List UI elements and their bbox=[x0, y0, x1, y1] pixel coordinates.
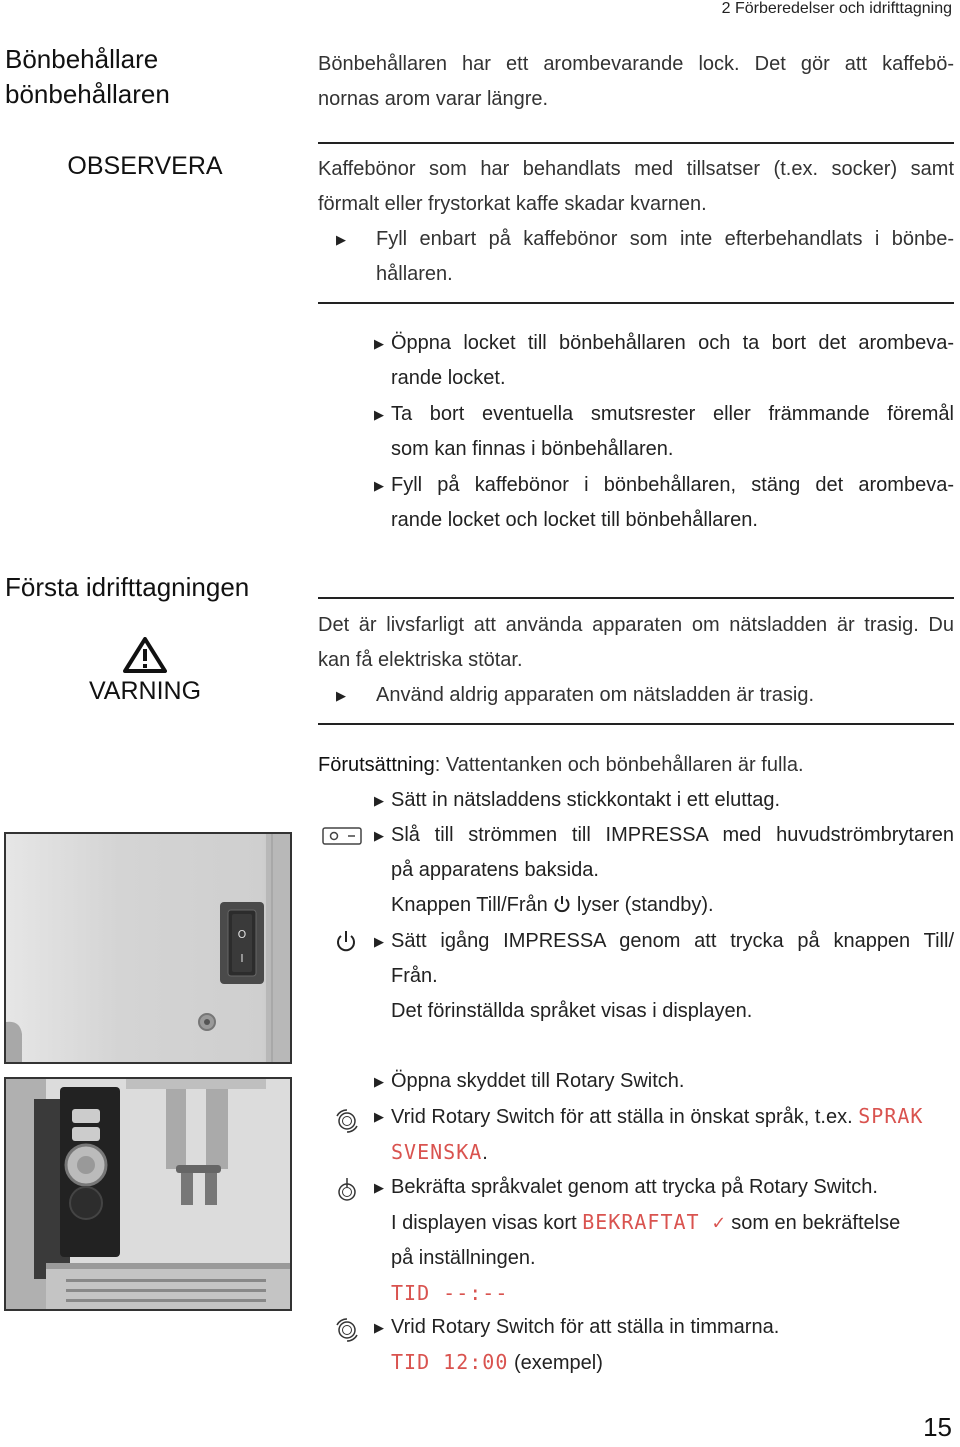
section-heading-bean-container bbox=[5, 42, 170, 112]
step-fill-beans bbox=[374, 468, 954, 538]
step-text: (exempel) bbox=[513, 1352, 603, 1374]
prerequisite-label: Förutsättning bbox=[318, 754, 435, 776]
divider-bottom-observera bbox=[318, 302, 954, 304]
triangle-bullet-icon: ▶ bbox=[336, 688, 346, 703]
varning-paragraph bbox=[318, 608, 954, 713]
step-line: Det förinställda språket visas i displayen. bbox=[391, 1000, 753, 1022]
step-line: Vrid Rotary Switch för att ställa in timmarna. bbox=[391, 1316, 780, 1338]
triangle-bullet-icon: ▶ bbox=[374, 336, 384, 351]
divider-top-varning bbox=[318, 597, 954, 599]
observera-line2: förmalt eller frystorkat kaffe skadar kvarnen. bbox=[318, 193, 707, 215]
triangle-bullet-icon: ▶ bbox=[374, 407, 384, 422]
step-line: på apparatens baksida. bbox=[391, 859, 599, 881]
intro-line1: Bönbehållaren har ett arombevarande lock. Det gör att kaffebö- bbox=[318, 53, 954, 75]
step-line: rande locket och locket till bönbehållaren. bbox=[391, 509, 758, 531]
step-confirm-language bbox=[374, 1170, 954, 1311]
triangle-bullet-icon: ▶ bbox=[374, 1180, 384, 1195]
step-line: Ta bort eventuella smutsrester eller främmande föremål bbox=[391, 403, 954, 425]
step-text: I displayen visas kort bbox=[391, 1212, 577, 1234]
divider-top-observera bbox=[318, 142, 954, 144]
triangle-bullet-icon: ▶ bbox=[374, 1074, 384, 1089]
step-text: Vrid Rotary Switch för att ställa in önskat språk, t.ex. bbox=[391, 1106, 853, 1128]
triangle-bullet-icon: ▶ bbox=[374, 1109, 384, 1124]
step-remove-dirt bbox=[374, 397, 954, 467]
step-text: Knappen Till/Från bbox=[391, 894, 548, 916]
observera-bullet-line2: hållaren. bbox=[376, 263, 453, 285]
step-open-lid bbox=[374, 326, 954, 396]
step-power-on bbox=[374, 924, 954, 1029]
triangle-bullet-icon: ▶ bbox=[374, 934, 384, 949]
machine-front-illustration bbox=[6, 1079, 290, 1309]
step-text: lyser (standby). bbox=[576, 894, 714, 916]
observera-bullet-line1: Fyll enbart på kaffebönor som inte efterbehandlats i bönbe- bbox=[376, 228, 954, 250]
step-line: Slå till strömmen till IMPRESSA med huvudströmbrytaren bbox=[391, 824, 954, 846]
divider-bottom-varning bbox=[318, 723, 954, 725]
machine-back-illustration bbox=[6, 834, 290, 1062]
lcd-text-tid-blank: TID --:-- bbox=[391, 1281, 509, 1305]
lcd-text-tid-example: TID 12:00 bbox=[391, 1350, 509, 1374]
power-icon bbox=[335, 930, 357, 954]
step-line bbox=[374, 1205, 954, 1241]
step-line bbox=[374, 888, 954, 923]
step-line: rande locket. bbox=[391, 367, 506, 389]
step-select-language bbox=[374, 1099, 954, 1171]
intro-line2: nornas arom varar längre. bbox=[318, 88, 549, 110]
varning-label: VARNING bbox=[88, 677, 202, 705]
section-heading-line1: Bönbehållare bbox=[5, 44, 159, 74]
observera-bullet bbox=[318, 222, 954, 292]
section-heading-line2: bönbehållaren bbox=[5, 79, 170, 109]
triangle-bullet-icon: ▶ bbox=[374, 828, 384, 843]
step-plug-in bbox=[374, 783, 954, 818]
switch-label-on: I bbox=[240, 952, 244, 965]
triangle-bullet-icon: ▶ bbox=[374, 793, 384, 808]
rotary-switch-turn-icon bbox=[334, 1317, 360, 1343]
step-text: . bbox=[482, 1142, 488, 1164]
step-line bbox=[374, 1135, 954, 1171]
step-line: som kan finnas i bönbehållaren. bbox=[391, 438, 674, 460]
triangle-bullet-icon: ▶ bbox=[374, 478, 384, 493]
switch-label-off: O bbox=[237, 928, 247, 941]
step-line: på inställningen. bbox=[391, 1247, 536, 1269]
photo-rotary-switch bbox=[4, 1077, 292, 1311]
observera-label: OBSERVERA bbox=[67, 152, 223, 180]
prerequisite bbox=[318, 748, 954, 783]
observera-line1: Kaffebönor som har behandlats med tillsatser (t.ex. socker) samt bbox=[318, 158, 954, 180]
warning-triangle-icon bbox=[123, 637, 167, 673]
varning-bullet bbox=[318, 678, 954, 713]
rotary-switch-turn-icon bbox=[334, 1108, 360, 1134]
varning-line1: Det är livsfarligt att använda apparaten om nätsladden är trasig. Du bbox=[318, 614, 954, 636]
step-set-hours bbox=[374, 1310, 954, 1381]
intro-paragraph bbox=[318, 47, 954, 117]
main-switch-icon bbox=[322, 827, 362, 845]
step-line: Öppna skyddet till Rotary Switch. bbox=[391, 1070, 685, 1092]
photo-main-switch bbox=[4, 832, 292, 1064]
step-line bbox=[374, 1345, 954, 1381]
step-line: Sätt igång IMPRESSA genom att trycka på knappen Till/ bbox=[391, 930, 954, 952]
lcd-text-sprak: SPRAK bbox=[858, 1104, 924, 1128]
varning-bullet-text: Använd aldrig apparaten om nätsladden är trasig. bbox=[376, 684, 815, 706]
section-heading-first-startup: Första idrifttagningen bbox=[5, 572, 250, 602]
step-text: som en bekräftelse bbox=[731, 1212, 901, 1234]
varning-line2: kan få elektriska stötar. bbox=[318, 649, 523, 671]
rotary-switch-press-icon bbox=[334, 1177, 360, 1203]
step-line: Från. bbox=[391, 965, 438, 987]
step-open-cover bbox=[374, 1064, 954, 1099]
step-line: Öppna locket till bönbehållaren och ta bort det arombeva- bbox=[391, 332, 954, 354]
step-line bbox=[374, 1099, 954, 1135]
step-main-switch bbox=[374, 818, 954, 923]
lcd-text-bekraftat: BEKRAFTAT ✓ bbox=[582, 1210, 726, 1234]
lcd-text-svenska: SVENSKA bbox=[391, 1140, 483, 1164]
power-icon bbox=[553, 895, 571, 913]
triangle-bullet-icon: ▶ bbox=[336, 232, 346, 247]
triangle-bullet-icon: ▶ bbox=[374, 1320, 384, 1335]
step-line: Bekräfta språkvalet genom att trycka på Rotary Switch. bbox=[391, 1176, 878, 1198]
observera-paragraph bbox=[318, 152, 954, 292]
prerequisite-text: : Vattentanken och bönbehållaren är fulla. bbox=[434, 754, 804, 776]
page-number: 15 bbox=[923, 1412, 952, 1442]
step-line: Sätt in nätsladdens stickkontakt i ett eluttag. bbox=[391, 789, 781, 811]
chapter-header: 2 Förberedelser och idrifttagning bbox=[721, 0, 952, 17]
step-line: Fyll på kaffebönor i bönbehållaren, stäng det arombeva- bbox=[391, 474, 954, 496]
